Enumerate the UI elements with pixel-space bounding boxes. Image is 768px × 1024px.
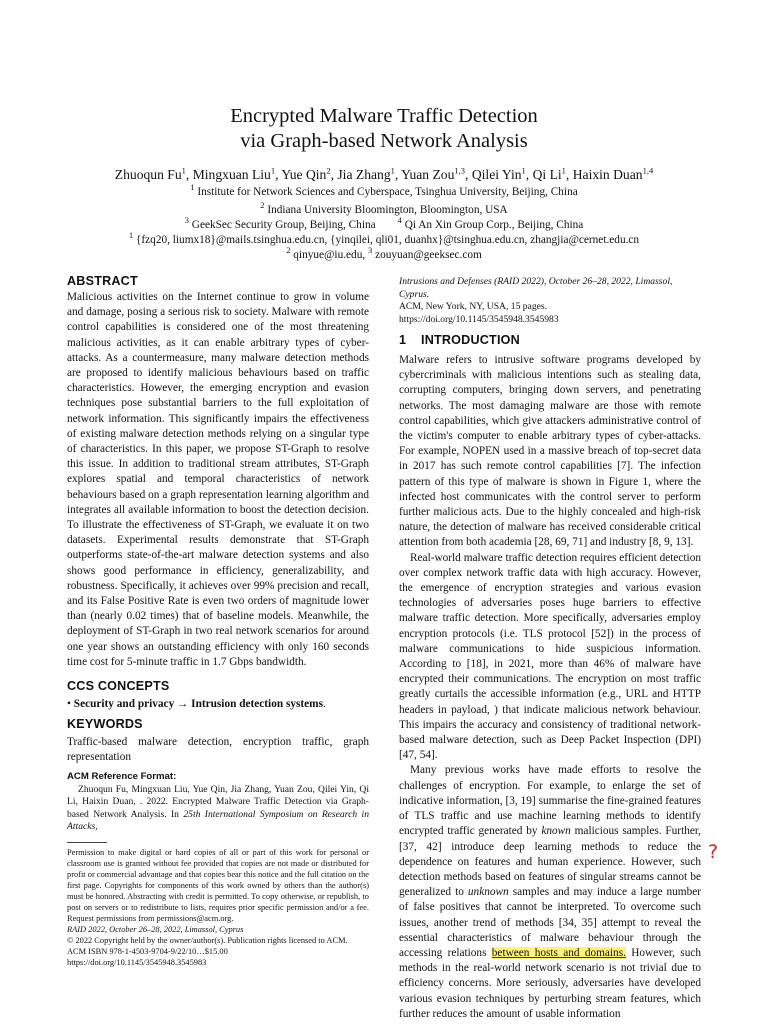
ccs-concepts: • Security and privacy → Intrusion detection systems. xyxy=(67,698,326,711)
paper-title xyxy=(0,104,768,154)
title-line-1: Encrypted Malware Traffic Detection xyxy=(230,105,538,127)
abstract-heading: ABSTRACT xyxy=(67,274,138,288)
permission-notice: Permission to make digital or hard copies of all or part of this work for personal or classroom use is granted without fee provided that copies are not made or distributed for profit or commercial advantage and that copies bear this notice and the full citation on the first page. Copyrights for components of this work owned by others than the author(s) must be honored. Abstracting with credit is permitted. To copy otherwise, or republish, to post on servers or to redistribute to lists, requires prior specific permission and/or a fee. Request permissions from permissions@acm.org. RAID 2022, October 26–28, 2022, Limassol, Cyprus © 2022 Copyright held by the owner/author(s). Publication rights licensed to ACM. ACM ISBN 978-1-4503-9704-9/22/10…$15.00 https://doi.org/10.1145/3545948.3545983 xyxy=(67,847,369,967)
affiliation-1: $^1$ Institute for Network Sciences and Cyberspace, Tsinghua University, Beijing, China xyxy=(190,182,578,198)
footnote-rule xyxy=(67,842,107,843)
author: Qi Li$^1$ xyxy=(532,165,566,182)
title-line-2: via Graph-based Network Analysis xyxy=(240,130,528,152)
author-list: Zhuoqun Fu$^1$, Mingxuan Liu$^1$, Yue Qin$^2$, Jia Zhang$^1$, Yuan Zou$^{1,3}$, Qilei Yin$^1$, Qi Li$^1$, Haixin Duan$^{1,4}$ xyxy=(114,165,654,182)
keywords-heading: KEYWORDS xyxy=(67,717,143,732)
email-line-1: $^1$ {fzq20, liumx18}@mails.tsinghua.edu.cn, {yinqilei, qli01, duanhx}@tsinghua.edu.cn, zhangjia@cernet.edu.cn xyxy=(128,230,640,246)
affiliation-3-4: $^3$ GeekSec Security Group, Beijing, China $^4$ Qi An Xin Group Corp., Beijing, China xyxy=(184,215,584,231)
introduction-heading: 1 INTRODUCTION xyxy=(399,333,520,347)
email-line-2: $^2$ qinyue@iu.edu, $^3$ zouyuan@geeksec.com xyxy=(286,245,482,261)
intro-paragraph-2: Real-world malware traffic detection requires efficient detection over complex network traffic data with high accuracy. However, the emergence of encryption strategies and various evasion technologies of adversaries poses huge barriers to effective malware traffic detection. More specifically, adversaries employ encryption protocols (i.e. TLS protocol [52]) in the process of malware communications to hide suspicious information. According to [18], in 2021, more than 46% of malware have encrypted their communications. The encryption on most traffic greatly curtails the accessible information (e.g., URL and HTTP headers in payload, ) that indicate malicious network behaviour. This impairs the accuracy and consistency of traditional network-based malware detection, such as Deep Packet Inspection (DPI) [47, 54]. xyxy=(399,551,701,762)
affiliation-2: $^2$ Indiana University Bloomington, Bloomington, USA xyxy=(260,200,508,216)
author: Jia Zhang$^1$ xyxy=(337,165,395,182)
intro-paragraph-3: Many previous works have made efforts to resolve the challenges of encryption. For example, to enlarge the set of indicative information, [3, 19] summarise the fine-grained features of TLS traffic and use machine learning methods to identify encrypted traffic generated by known malicious samples. Further, [37, 42] introduce deep learning methods to reduce the dependence on features and human experience. However, such detection methods based on features of singular streams cannot be generalized to unknown samples and may induce a large number of false positives that cannot be interpreted. To overcome such issues, another trend of methods [34, 35] attempt to reveal the essential characteristics of malware behaviour through the accessing relations between hosts and domains. However, such methods in the real-world network scenario is not trivial due to efficiency concerns. More seriously, adversaries have developed various evasion techniques by perturbing stream features, which further reduces the amount of usable information xyxy=(399,764,702,1020)
reference-continuation: Intrusions and Defenses (RAID 2022), October 26–28, 2022, Limassol, Cyprus. ACM, New York, NY, USA, 15 pages. https://doi.org/10.1145/3545948.3545983 xyxy=(399,276,673,325)
highlighted-text[interactable]: between hosts and domains. xyxy=(491,946,626,959)
question-annotation[interactable]: ? xyxy=(708,841,719,863)
right-column xyxy=(399,276,701,1022)
author: Qilei Yin$^1$ xyxy=(471,165,526,182)
author: Yue Qin$^2$ xyxy=(281,165,331,182)
intro-paragraph-1: Malware refers to intrusive software programs developed by cybercriminals with malicious intentions such as stealing data, corrupting computers, bringing down servers, and penetrating networks. The most damaging malware are those with remote control capabilities, which give attackers administrative control of the victim's computer to enable arbitrary types of cyber-attacks. For example, NOPEN used in a massive breach of top-secret data in 2017 has such remote control capabilities [7]. The infection pattern of this type of malware is shown in Figure 1, where the infected host communicates with the control server to perform further malicious acts. Due to the highly concealed and high-risk nature, the detection of malware has received considerable critical attention from both academia [28, 69, 71] and industry [8, 9, 13]. xyxy=(399,354,701,549)
acm-reference-heading: ACM Reference Format: xyxy=(67,770,177,782)
author: Zhuoqun Fu$^1$ xyxy=(114,165,186,182)
author: Mingxuan Liu$^1$ xyxy=(192,165,276,182)
abstract-text: Malicious activities on the Internet continue to grow in volume and damage, posing a serious risk to society. Malware with remote control capabilities is considered one of the most threatening malicious activities, as it can enable arbitrary types of cyber-attacks. As a countermeasure, many malware detection methods are proposed to identify malicious behaviours based on traffic characteristics. However, the emerging encryption and evasion techniques pose substantial barriers to the full exploitation of network information. This significantly impairs the effectiveness of existing malware detection methods relying on a singular type of characteristics. In this paper, we propose ST-Graph to resolve this issue. In addition to traditional stream attributes, ST-Graph explores spatial and temporal characteristics of network behaviours based on a graph representation learning algorithm and integrates all available information to boost the detection decision. To illustrate the effectiveness of ST-Graph, we evaluate it on two datasets. Experimental results demonstrate that ST-Graph outperforms state-of-the-art malware detection systems and also shows good performance in efficiency, generalizability, and robustness. Specifically, it achieves over 99% precision and recall, and its False Positive Rate is even two orders of magnitude lower than (nearly 0.02 times) that of baseline models. Meanwhile, the deployment of ST-Graph in two real network scenarios for around one year shows an outstanding efficiency with only 160 seconds time cost for 5-minute traffic in 1.7 Gbps bandwidth. xyxy=(67,291,369,668)
doi-link[interactable]: https://doi.org/10.1145/3545948.3545983 xyxy=(67,957,207,967)
author: Haixin Duan$^{1,4}$ xyxy=(572,165,654,182)
acm-reference-text: Zhuoqun Fu, Mingxuan Liu, Yue Qin, Jia Zhang, Yuan Zou, Qilei Yin, Qi Li, Haixin Duan, . 2022. Encrypted Malware Traffic Detection via Graph-based Network Analysis. In 25th International Symposium on Research in Attacks, xyxy=(67,783,369,833)
author: Yuan Zou$^{1,3}$ xyxy=(401,165,466,182)
keywords-text: Traffic-based malware detection, encryption traffic, graph representation xyxy=(67,736,369,764)
ccs-heading: CCS CONCEPTS xyxy=(67,679,170,694)
left-column xyxy=(67,273,369,968)
